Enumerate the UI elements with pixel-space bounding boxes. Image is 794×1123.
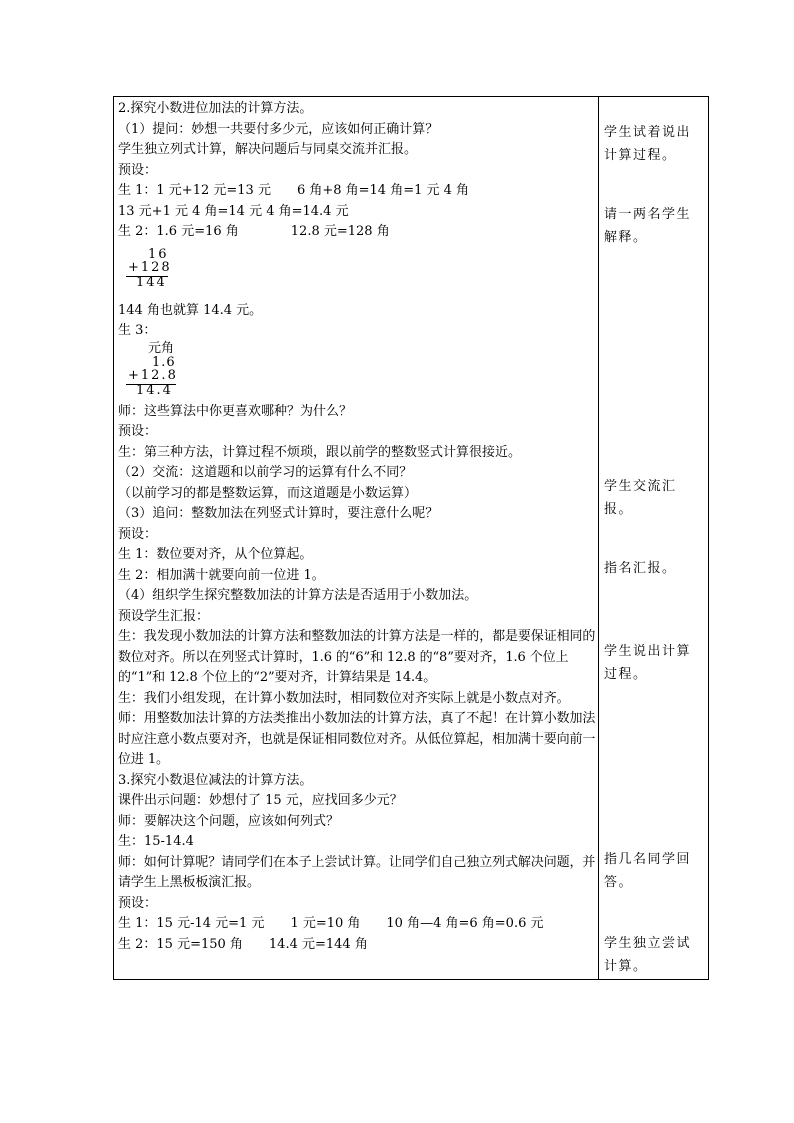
text-line: 2.探究小数进位加法的计算方法。 — [118, 101, 313, 116]
text-line: 预设学生汇报： — [118, 608, 210, 624]
lesson-table — [113, 96, 709, 980]
text-line: 生 1：数位要对齐，从个位算起。 — [118, 547, 313, 562]
text-line: 13 元+1 元 4 角=14 元 4 角=14.4 元 — [118, 203, 349, 219]
text-line: 144 角也就算 14.4 元。 — [118, 302, 263, 318]
process-column — [118, 99, 596, 955]
text-paragraph: 生：我发现小数加法的计算方法和整数加法的计算方法是一样的，都是要保证相同的数位对齐。所以在列竖式计算时，1.6 的“6”和 12.8 的“8”要对齐，1.6 个位上的“1”和 12.8 个位上的“2”要对齐，计算结果是 14.4。 — [118, 629, 596, 685]
student-activity-column — [604, 97, 704, 979]
calc-row-result: 14.4 — [136, 382, 173, 398]
text-line: 3.探究小数退位减法的计算方法。 — [118, 772, 313, 788]
text-line: 预设： — [118, 162, 158, 178]
calc-row-addend: 1.6 — [152, 354, 176, 370]
activity-note: 学生试着说出计算过程。 — [604, 125, 692, 163]
text-line: 预设： — [118, 424, 158, 439]
text-line: 师：这些算法中你更喜欢哪种？为什么？ — [118, 403, 353, 419]
activity-note: 请一两名学生解释。 — [604, 207, 692, 245]
text-paragraph: 师：如何计算呢？请同学们在本子上尝试计算。让同学们自己独立列式解决问题，并请学生上黑板板演汇报。 — [118, 854, 596, 890]
text-line: 师：要解决这个问题，应该如何列式？ — [118, 813, 340, 829]
activity-note: 指几名同学回答。 — [604, 852, 692, 890]
text-line: 生 1：15 元-14 元=1 元 1 元=10 角 10 角—4 角=6 角=0.6 元 — [118, 916, 544, 931]
column-divider — [598, 97, 599, 979]
calc-unit-header: 元角 — [148, 340, 175, 356]
text-paragraph: 生：我们小组发现，在计算小数加法时，相同数位对齐实际上就是小数点对齐。 — [118, 690, 570, 706]
text-line: 预设： — [118, 895, 158, 911]
text-line: 生：第三种方法，计算过程不烦琐，跟以前学的整数竖式计算很接近。 — [118, 444, 522, 460]
text-line: （1）提问：妙想一共要付多少元，应该如何正确计算？ — [118, 121, 439, 137]
text-line: （3）追问：整数加法在列竖式计算时，要注意什么呢？ — [118, 506, 439, 521]
calc-row-addend: +12.8 — [128, 367, 178, 383]
activity-note: 学生说出计算过程。 — [604, 644, 692, 682]
text-line: 生 2：相加满十就要向前一位进 1。 — [118, 567, 325, 583]
text-line: 预设： — [118, 526, 158, 542]
text-line: （以前学习的都是整数运算，而这道题是小数运算） — [118, 485, 418, 501]
text-line: （4）组织学生探究整数加法的计算方法是否适用于小数加法。 — [118, 588, 478, 603]
activity-note: 学生独立尝试计算。 — [604, 936, 692, 974]
text-line: 生：15-14.4 — [118, 834, 194, 849]
vertical-addition-integer — [122, 247, 182, 291]
calc-row-result: 144 — [136, 274, 167, 290]
activity-note: 指名汇报。 — [604, 561, 677, 576]
text-line: 生 2：1.6 元=16 角 12.8 元=128 角 — [118, 224, 390, 239]
text-line: 学生独立列式计算，解决问题后与同桌交流并汇报。 — [118, 142, 418, 157]
text-paragraph: 师：用整数加法计算的方法类推出小数加法的计算方法，真了不起！在计算小数加法时应注意小数点要对齐，也就是保证相同数位对齐。从低位算起，相加满十要向前一位进 1。 — [118, 711, 596, 767]
text-line: （2）交流：这道题和以前学习的运算有什么不同？ — [118, 465, 413, 480]
text-line: 生 2：15 元=150 角 14.4 元=144 角 — [118, 936, 368, 952]
text-line: 生 3： — [118, 323, 157, 338]
activity-note: 学生交流汇报。 — [604, 479, 677, 517]
text-line: 生 1：1 元+12 元=13 元 6 角+8 角=14 角=1 元 4 角 — [118, 183, 470, 198]
calc-row-addend: +128 — [128, 259, 172, 275]
vertical-addition-decimal — [122, 342, 192, 398]
calc-row-addend: 16 — [148, 246, 169, 262]
text-line: 课件出示问题：妙想付了 15 元，应找回多少元？ — [118, 793, 403, 808]
